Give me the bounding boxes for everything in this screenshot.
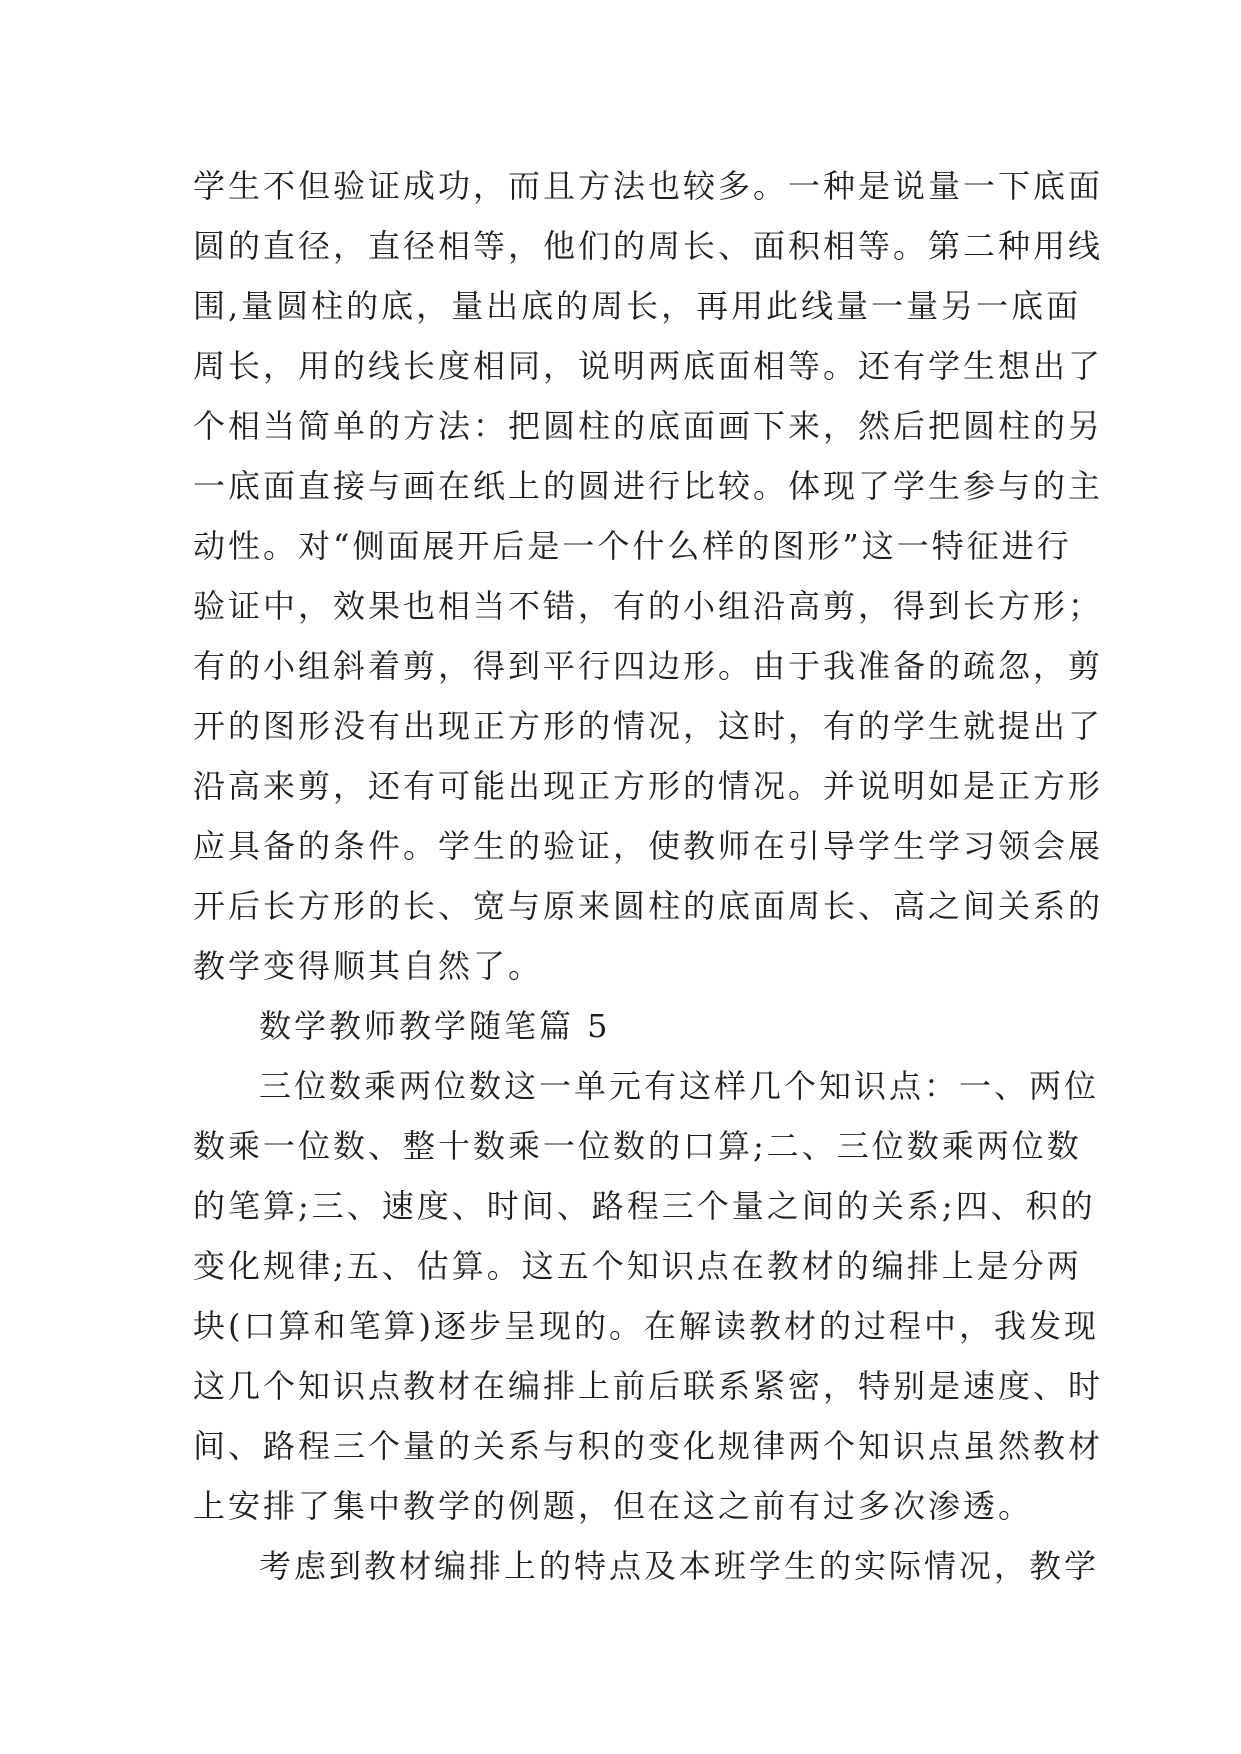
paragraph-line: 动性。对“侧面展开后是一个什么样的图形”这一特征进行 — [193, 527, 1072, 565]
paragraph-line: 周长，用的线长度相同，说明两底面相等。还有学生想出了 — [193, 347, 1104, 385]
paragraph-line: 块(口算和笔算)逐步呈现的。在解读教材的过程中，我发现 — [193, 1307, 1099, 1345]
paragraph-line: 上安排了集中教学的例题，但在这之前有过多次渗透。 — [193, 1487, 1034, 1525]
paragraph-line: 个相当简单的方法：把圆柱的底面画下来，然后把圆柱的另 — [193, 407, 1104, 445]
paragraph-line: 学生不但验证成功，而且方法也较多。一种是说量一下底面 — [193, 167, 1104, 205]
paragraph-line: 开的图形没有出现正方形的情况，这时，有的学生就提出了 — [193, 707, 1104, 745]
paragraph-line: 围,量圆柱的底，量出底的周长，再用此线量一量另一底面 — [193, 287, 1082, 325]
paragraph-line: 数乘一位数、整十数乘一位数的口算;二、三位数乘两位数 — [193, 1127, 1082, 1165]
paragraph-line: 考虑到教材编排上的特点及本班学生的实际情况，教学 — [259, 1547, 1100, 1585]
paragraph-line: 的笔算;三、速度、时间、路程三个量之间的关系;四、积的 — [193, 1187, 1096, 1225]
paragraph-line: 有的小组斜着剪，得到平行四边形。由于我准备的疏忽，剪 — [193, 647, 1104, 685]
paragraph-line: 这几个知识点教材在编排上前后联系紧密，特别是速度、时 — [193, 1367, 1104, 1405]
paragraph-line: 变化规律;五、估算。这五个知识点在教材的编排上是分两 — [193, 1247, 1082, 1285]
paragraph-line: 教学变得顺其自然了。 — [193, 947, 544, 985]
paragraph-line: 圆的直径，直径相等，他们的周长、面积相等。第二种用线 — [193, 227, 1104, 265]
section-heading: 数学教师教学随笔篇 5 — [259, 1007, 611, 1045]
paragraph-line: 验证中，效果也相当不错，有的小组沿高剪，得到长方形； — [193, 587, 1104, 625]
paragraph-line: 一底面直接与画在纸上的圆进行比较。体现了学生参与的主 — [193, 467, 1104, 505]
document-body — [193, 156, 1104, 1596]
paragraph-line: 三位数乘两位数这一单元有这样几个知识点：一、两位 — [259, 1067, 1100, 1105]
paragraph-line: 间、路程三个量的关系与积的变化规律两个知识点虽然教材 — [193, 1427, 1104, 1465]
paragraph-line: 开后长方形的长、宽与原来圆柱的底面周长、高之间关系的 — [193, 887, 1104, 925]
paragraph-line: 应具备的条件。学生的验证，使教师在引导学生学习领会展 — [193, 827, 1104, 865]
paragraph-line: 沿高来剪，还有可能出现正方形的情况。并说明如是正方形 — [193, 767, 1104, 805]
